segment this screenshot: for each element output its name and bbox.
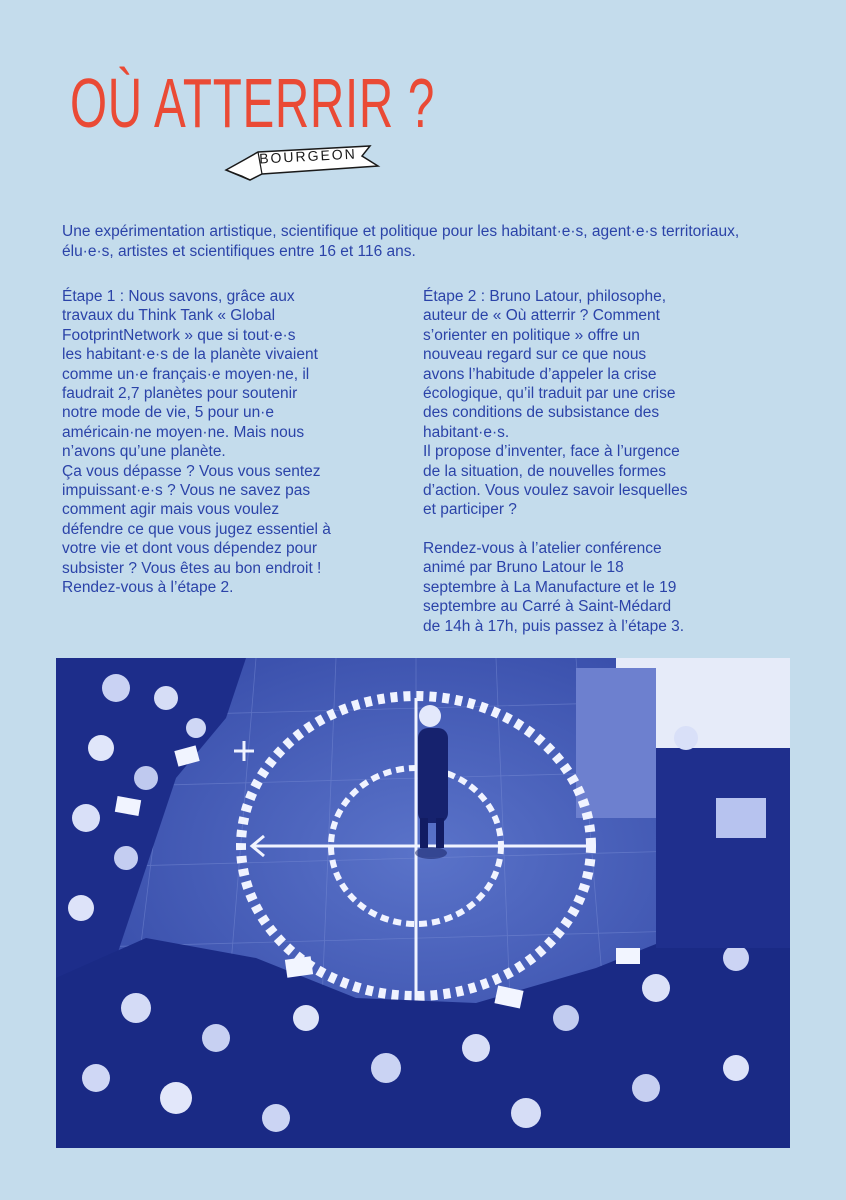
conference-photo bbox=[56, 658, 790, 1148]
audience-right bbox=[656, 726, 790, 948]
step-1-text: Étape 1 : Nous savons, grâce aux travaux du Think Tank « Global FootprintNetwork » que si tout·e·s les habitant·e·s de la planète vivaient comme un·e français·e moyen·ne, il faudrait 2,7 planètes pour soutenir notre mode de vie, 5 pour un·e américain·ne moyen·ne. Mais nous n’avons qu’une planète. Ça vous dépasse ? Vous vous sentez impuissant·e·s ? Vous ne savez pas comment agir mais vous voulez défendre ce que vous jugez essentiel à votre vie et dont vous dépendez pour subsister ? Vous êtes au bon endroit ! Rendez-vous à l’étape 2. bbox=[62, 288, 331, 597]
right-column bbox=[423, 287, 763, 636]
step-2-text: Étape 2 : Bruno Latour, philosophe, auteur de « Où atterrir ? Comment s’orienter en politique » offre un nouveau regard sur ce que nous avons l’habitude d’appeler la crise écologique, qu’il traduit par une crise des conditions de subsistance des habitant·e·s. Il propose d’inventer, face à l’urgence de la situation, de nouvelles formes d’action. Vous voulez savoir lesquelles et participer ? bbox=[423, 288, 688, 519]
page-title: OÙ ATTERRIR ? bbox=[70, 64, 436, 142]
ribbon-label: BOURGEON bbox=[258, 145, 358, 167]
intro-text: Une expérimentation artistique, scientifique et politique pour les habitant·e·s, agent·e·s territoriaux, élu·e·s, artistes et scientifiques entre 16 et 116 ans. bbox=[62, 223, 740, 260]
event-info-text: Rendez-vous à l’atelier conférence animé par Bruno Latour le 18 septembre à La Manufacture et le 19 septembre au Carré à Saint-Médard de 14h à 17h, puis passez à l’étape 3. bbox=[423, 539, 685, 635]
left-column bbox=[62, 287, 392, 598]
